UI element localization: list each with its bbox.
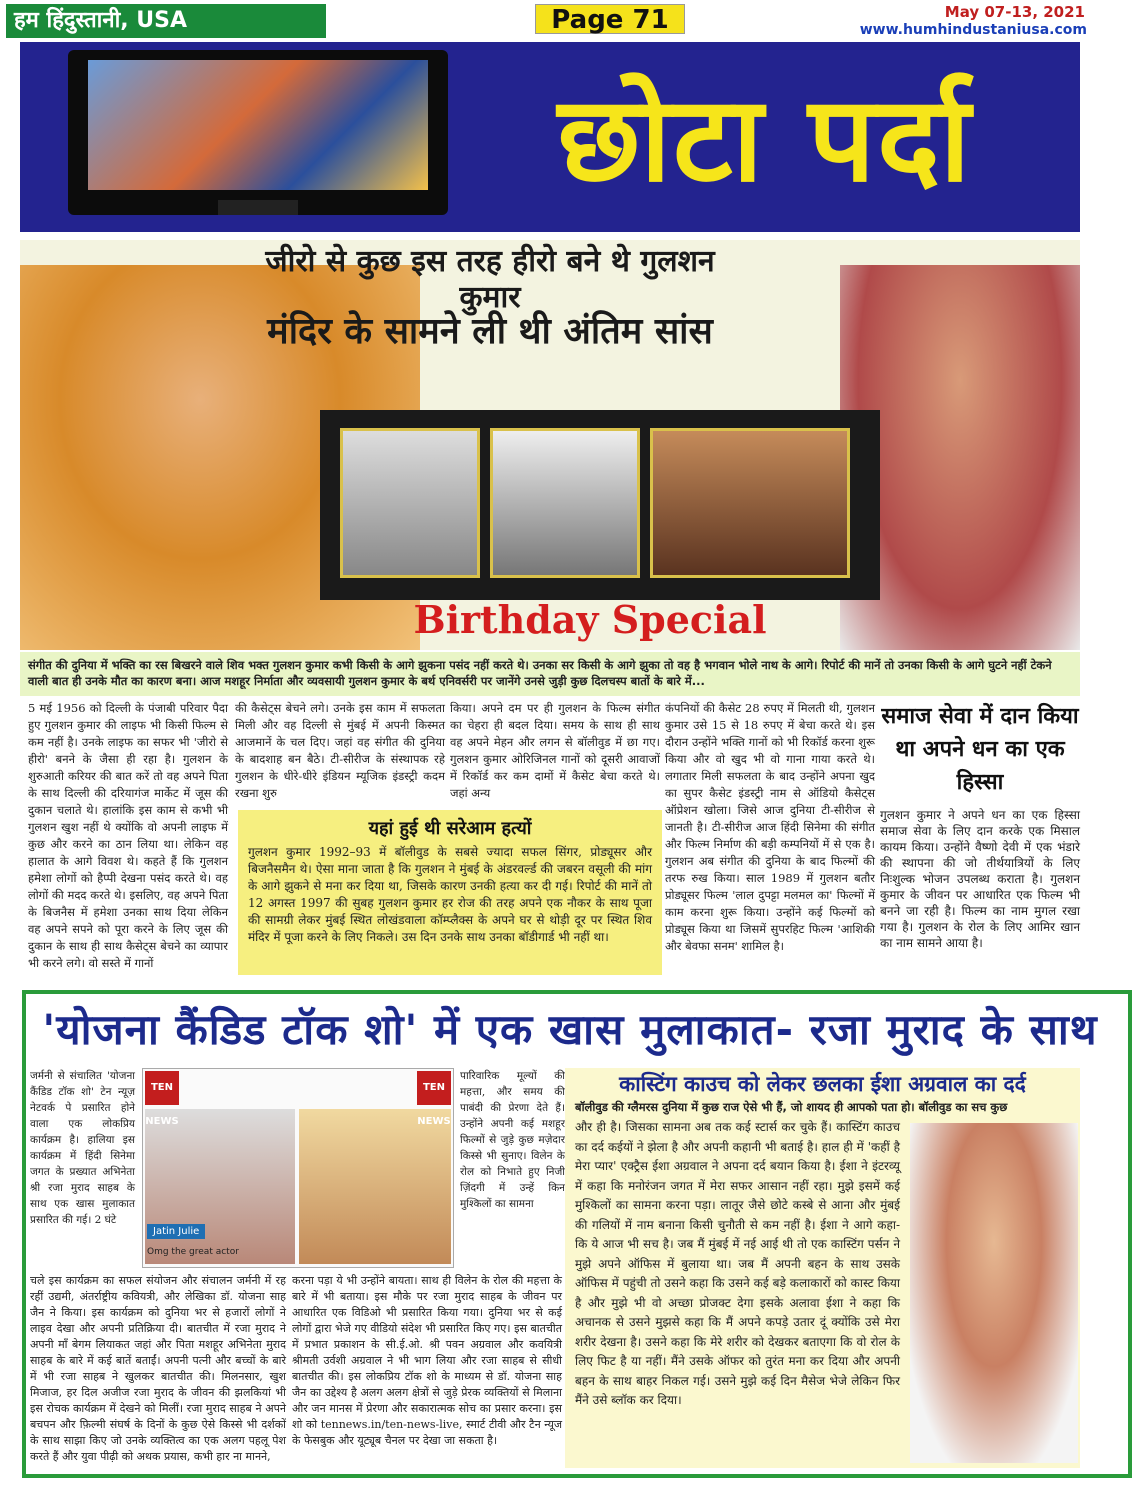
filmstrip-frame: [490, 428, 640, 578]
article1-column-4: कंपनियों की कैसेट 28 रुपए में मिलती थी, गुलशन कुमार उसे 15 से 18 रुपए में बेचा करते थे। इस दौरान उन्होंने भक्ति गानों को भी रिकॉर्ड करना शुरू किया और वो खुद भी वो गाना गाया करते थे। लगातार मिली सफलता के बाद उन्होंने अपना खुद का सुपर कैसेट इंडस्ट्री नाम से ऑडियो कैसेट्स ऑप्रेशन खोला। जिसे आज दुनिया टी-सीरीज से जानती है। टी-सीरीज आज हिंदी सिनेमा की संगीत और फिल्म निर्माण की बड़ी कम्पनियों में से एक है। गुलशन अब संगीत की दुनिया के बाद फिल्मों की तरफ रुख किया। साल 1989 में गुलशन बतौर प्रोड्यूसर फिल्म 'लाल दुपट्टा मलमल का' फिल्मों में काम करना शुरू किया। उन्होंने कई फिल्मों को प्रोड्यूस किया था जिसमें सुपरहिट फिल्म 'आशिकी और बेवफा सनम' शामिल है।: [665, 701, 875, 953]
sidebar-body: गुलशन कुमार ने अपने धन का एक हिस्सा समाज सेवा के लिए दान करके एक मिसाल कायम किया। उन्होंने वैष्णो देवी में एक भंडारे की स्थापना की जो तीर्थयात्रियों के लिए निःशुल्क भोजन उपलब्ध कराता है। गुलशन कुमार के जीवन पर आधारित एक फिल्म भी बनने जा रही है। फिल्म का नाम मुगल रखा गया है। गुलशन के रोल के लिए आमिर खान का नाम सामने आया है।: [880, 808, 1080, 950]
video-comment: Omg the great actor: [147, 1247, 239, 1257]
section-title: छोटा पर्दा: [557, 70, 973, 208]
publication-name: हम हिंदुस्तानी, USA: [6, 4, 326, 38]
article2-column-4: करना पड़ा ये भी उन्होंने बायता। साथ ही विलेन के रोल की महत्ता के बारे में भी बताया। इस मौके पर रजा मुराद साहब के जीवन पर आधारित एक विडिओ भी प्रसारित किया गया। दुनिया भर से कई लोगों द्वारा भेजे गए वीडियो संदेश भी प्रसारित किए गए। इस बातचीत में प्रभात प्रकाशन के सी.ई.ओ. श्री पवन अग्रवाल और कवयित्री श्रीमती उर्वशी अग्रवाल ने भी भाग लिया और रजा साहब से सीधी बातचीत की। इस लोकप्रिय टॉक शो के माध्यम से डॉ. योजना साह जैन का उद्देश्य है अलग अलग क्षेत्रों से जुड़े प्रेरक व्यक्तियों से मिलाना और जन मानस में प्रेरणा और सकारात्मक सोच का प्रसार करना। इस शो को tennews.in/ten-news-live, स्मार्ट टीवी और टैन न्यूज के फेसबुक और यूट्यूब चैनल पर देखा जा सकता है।: [292, 1274, 562, 1447]
headline-secondary: मंदिर के सामने ली थी अंतिम सांस: [267, 311, 713, 352]
issue-date: May 07-13, 2021: [944, 3, 1085, 21]
feature-collage: [20, 240, 1080, 650]
article-intro: संगीत की दुनिया में भक्ति का रस बिखरने वाले शिव भक्त गुलशन कुमार कभी किसी के आगे झुकना पसंद नहीं करते थे। उनका सर किसी के आगे झुका तो वह है भगवान भोले नाथ के आगे। रिपोर्ट की मानें तो उनका किसी के आगे घुटने नहीं टेकने वाली बात ही उनके मौत का कारण बना। आज मशहूर निर्माता और व्यवसायी गुलशन कुमार के बर्थ एनिवर्सरी पर जानेंगे उनसे जुड़ी कुछ दिलचस्प बातों के बारे में...: [20, 652, 1080, 696]
filmstrip: [320, 410, 880, 600]
tv-stand: [218, 200, 298, 215]
filmstrip-frame: [650, 428, 850, 578]
television-image: [68, 50, 448, 215]
website-link[interactable]: www.humhindustaniusa.com: [859, 22, 1087, 38]
article3-title: कास्टिंग काउच को लेकर छलका ईशा अग्रवाल का दर्द: [619, 1072, 1026, 1096]
tv-screen-photo: [88, 60, 428, 190]
article1-column-3: किया। अपने दम पर ही गुलशन के फिल्म संगीत का चेहरा ही बदल दिया। समय के साथ ही साथ वह अपने मेहन और लगन से बॉलीवुड में छा गए। गुलशन कुमार ओरिजिनल गानों को दूसरी आवाजों में रिकॉर्ड कर कम दामों में कैसेट बेचा करते थे। जहां अन्य: [450, 701, 660, 800]
article2-column-2: पारिवारिक मूल्यों की महत्ता, और समय की पाबंदी की प्रेरणा देते हैं। उन्होंने अपनी कई मशहूर फिल्मों से जुड़े कुछ मज़ेदार किस्से भी सुनाए। विलेन के रोल को निभाते हुए निजी ज़िंदगी में उन्हें किन मुश्किलों का सामना: [460, 1070, 565, 1210]
charity-sidebar: [880, 700, 1080, 975]
article1-column-1: 5 मई 1956 को दिल्ली के पंजाबी परिवार पैदा हुए गुलशन कुमार की लाइफ भी किसी फिल्म से कम नहीं है। उनके लाइफ का सफर भी 'जीरो से हीरो' बनने के जैसा ही रहा है। गुलशन के शुरुआती करियर की बात करें तो वह अपने पिता के साथ दिल्ली की दरियागंज मार्केट में जूस की दुकान चलाते थे। हालांकि इस काम से कभी भी गुलशन खुश नहीं थे क्योंकि वो अपनी लाइफ में कुछ और करने का ठान लिया था। लेकिन वह हालात के आगे विवश थे। कहते हैं कि गुलशन हमेशा लोगों को हैप्पी देखना पसंद करते थे। वह लोगों की मदद करते थे। इसलिए, वह अपने पिता के बिजनैस में हमेशा उनका साथ दिया लेकिन वह अपने सपने को पूरा करने के लिए जूस की दुकान के साथ ही साथ कैसेट्स बेचने का व्यापार भी करने लगे। वो सस्ते में गानों: [28, 701, 228, 970]
headline-primary: जीरो से कुछ इस तरह हीरो बने थे गुलशन कुमार: [265, 244, 715, 315]
murder-story-box: [238, 810, 662, 975]
article2-column-3: चले इस कार्यक्रम का सफल संयोजन और संचालन जर्मनी में रह रहीं उद्यमी, अंतर्राष्ट्रीय कवियत्री, और लेखिका डॉ. योजना साह जैन ने किया। इस कार्यक्रम को दुनिया भर से हजारों लोगों ने लाइव देखा और अपनी प्रतिक्रिया दी। बातचीत में रजा मुराद ने अपनी माँ बेगम लियाकत जहां और पिता मशहूर अभिनेता मुराद साहब के बारे में कई बातें बताईं। अपनी पत्नी और बच्चों के बारे में भी रजा साहब ने खुलकर बातचीत की। मिलनसार, खुश मिजाज, हर दिल अजीज रजा मुराद के जीवन की झलकियां भी इस रोचक कार्यक्रम में देखने को मिलीं। रजा मुराद साहब ने अपने बचपन और फ़िल्मी संघर्ष के दिनों के कुछ ऐसे किस्से भी दर्शकों के साथ साझा किए जो उनके व्यक्तित्व का एक अलग पहलू पेश करते हैं और युवा पीढ़ी को अथक प्रयास, कभी हार ना मानने,: [30, 1274, 286, 1463]
article2-title: 'योजना कैंडिड टॉक शो' में एक खास मुलाकात- रजा मुराद के साथ: [42, 1005, 1098, 1054]
murder-box-title: यहां हुई थी सरेआम हत्यों: [368, 818, 532, 839]
murder-box-body: गुलशन कुमार 1992–93 में बॉलीवुड के सबसे ज्यादा सफल सिंगर, प्रोड्यूसर और बिजनैसमैन थे। ऐसा माना जाता है कि गुलशन ने मुंबई के अंडरवर्ल्ड की जबरन वसूली की मांग के आगे झुकने से मना कर दिया था, जिसके कारण उनकी हत्या कर दी गई। रिपोर्ट की मानें तो 12 अगस्त 1997 की सुबह गुलशन कुमार हर रोज की तरह अपने एक नौकर के साथ पूजा की सामग्री लेकर मुंबई स्थित लोखंडवाला कॉम्प्लैक्स के अपने घर से थोड़ी दूर पर स्थित शिव मंदिर में पूजा करने के लिए निकले। उस दिन उनके साथ उनका बॉडीगार्ड भी नहीं था।: [248, 845, 652, 944]
ten-news-logo: TEN NEWS: [145, 1071, 179, 1105]
article3-box: [565, 1068, 1080, 1468]
page-number: Page 71: [535, 4, 685, 34]
talk-show-screenshot: [142, 1068, 454, 1268]
birthday-special-tag: Birthday Special: [413, 597, 767, 642]
ten-news-logo: TEN NEWS: [417, 1071, 451, 1105]
video-name-tag: Jatin Julie: [147, 1224, 205, 1239]
masthead: [0, 0, 1135, 42]
esha-agarwal-photo: [910, 1123, 1078, 1463]
article2-column-1: जर्मनी से संचालित 'योजना कैंडिड टॉक शो' टेन न्यूज़ नेटवर्क पे प्रसारित होने वाला एक लोकप्रिय कार्यक्रम है। हालिया इस कार्यक्रम में हिंदी सिनेमा जगत के प्रख्यात अभिनेता श्री रजा मुराद साहब के साथ एक खास मुलाकात प्रसारित की गई। 2 घंटे: [30, 1070, 135, 1226]
sidebar-title: समाज सेवा में दान किया था अपने धन का एक हिस्सा: [881, 704, 1079, 795]
article1-column-2: की कैसेट्स बेचने लगे। उनके इस काम में सफलता मिली और वह दिल्ली से मुंबई में अपनी किस्मत आजमानें के चल दिए। जहां वह संगीत की दुनिया के बादशाह बन बैठे। टी-सीरीज के संस्थापक रहे गुलशन के धीरे-धीरे इंडियन म्यूजिक इंडस्ट्री कदम रखना शुरु: [235, 701, 445, 800]
article3-body: और ही है। जिसका सामना अब तक कई स्टार्स कर चुके हैं। कास्टिंग काउच का दर्द कईयों ने झेला है और अपनी कहानी भी बताई है। हाल ही में 'कहीं है मेरा प्यार' एक्ट्रैस ईशा अग्रवाल ने अपना दर्द बयान किया है। ईशा ने इंटरव्यू में कहा कि मनोरंजन जगत में मेरा सफर आसान नहीं रहा। मुझे इसमें कई मुश्किलों का सामना करना पड़ा। लातूर जैसे छोटे कस्बे से आना और मुंबई की गलियों में नाम बनाना किसी चुनौती से कम नहीं है। ईशा ने आगे कहा- कि ये आज भी सच है। जब मैं मुंबई में नई आई थी तो एक कास्टिंग पर्सन ने मुझे अपने ऑफिस में बुलाया था। जब मैं अपनी बहन के साथ उसके ऑफिस में पहुंची तो उसने कहा कि उसने कई बड़े कलाकारों को कास्ट किया है और मुझे भी वो अच्छा प्रोजक्ट देगा इसके अलावा ईशा ने कहा कि अचानक से उसने मुझसे कहा कि मैं अपने कपड़े उतार दूं क्योंकि उसे मेरा शरीर देखना है। उसने कहा कि मेरे शरीर को देखकर बताएगा कि वो रोल के लिए फिट है या नहीं। मैंने उसके ऑफर को तुरंत मना कर दिया और अपनी बहन के साथ बाहर निकल गई। उसने मुझे कई दिन मैसेज भेजे लेकिन फिर मैंने उसे ब्लॉक कर दिया।: [575, 1120, 900, 1407]
article3-subtitle: बॉलीवुड की ग्लैमरस दुनिया में कुछ राज ऐसे भी हैं, जो शायद ही आपको पता हो। बॉलीवुड का सच कुछ: [575, 1100, 1008, 1114]
filmstrip-frame: [340, 428, 480, 578]
section-banner: [20, 42, 1080, 232]
